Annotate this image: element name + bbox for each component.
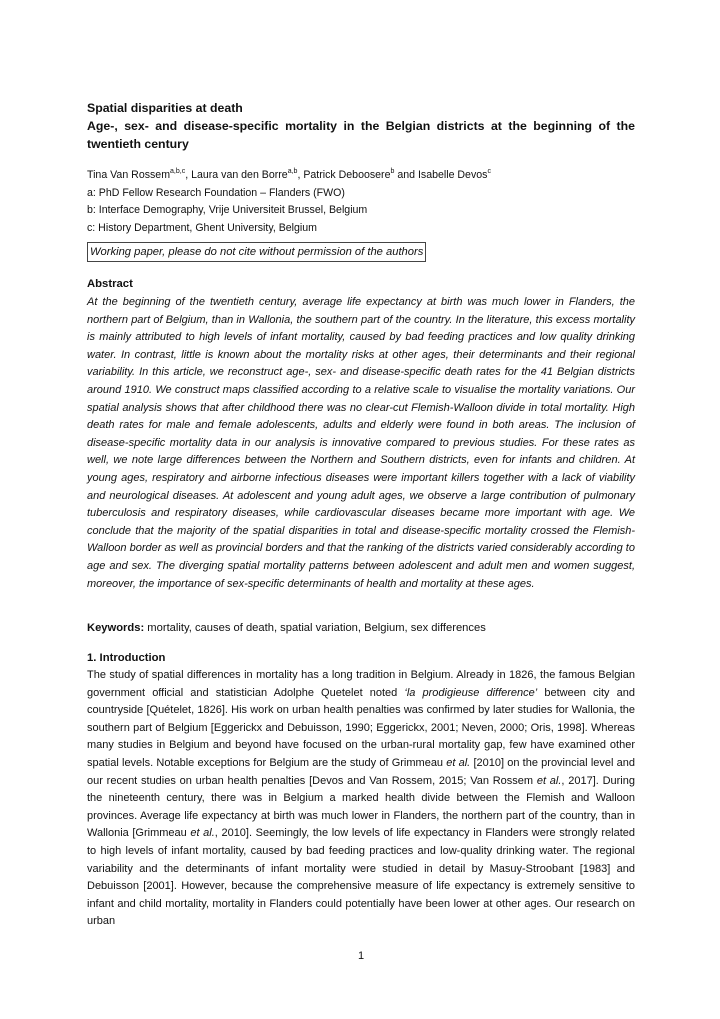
working-paper-notice: Working paper, please do not cite without permission of the authors — [87, 242, 426, 262]
keywords-text: mortality, causes of death, spatial variation, Belgium, sex differences — [144, 622, 486, 634]
page-number: 1 — [357, 950, 365, 962]
intro-text: , 2017]. During the nineteenth century, there was in Belgium a marked health divide between the Flemish and Walloon provinces. Average life expectancy at birth was much lower in Flanders, the northern part of the country, than in Wallonia [Grimmeau — [87, 774, 635, 840]
intro-etal: et al. — [190, 827, 215, 840]
intro-etal: et al. — [446, 756, 471, 769]
author-affiliation-marker: a,b — [287, 168, 298, 175]
author-name: Tina Van Rossem — [87, 169, 171, 181]
author-name: , Patrick Deboosere — [297, 169, 391, 181]
paper-title: Spatial disparities at death — [87, 101, 243, 115]
intro-text: The study of spatial differences in mortality has a long tradition in Belgium. Already in 1826, the famous Belgian government official and statistician Adolphe Quetelet noted — [87, 669, 635, 699]
introduction-paragraph — [87, 667, 635, 931]
intro-quote: ‘la prodigieuse difference’ — [404, 686, 538, 699]
intro-text: between city and countryside [Quételet, 1826]. His work on urban health penalties was confirmed by later studies for Wallonia, the southern part of Belgium [Eggerickx and Debuisson, 1990; Eggerickx, 2001; Neven, 2000; Oris, 1998]. Whereas many studies in Belgium and beyond have focused on the urban-rural mortality gap, few have examined other spatial levels. Notable exceptions for Belgium are the study of Grimmeau — [87, 686, 635, 769]
affiliation-a: a: PhD Fellow Research Foundation – Flanders (FWO) — [87, 186, 345, 199]
keywords-label: Keywords: — [87, 622, 145, 634]
author-name: , Laura van den Borre — [185, 169, 288, 181]
abstract-text: At the beginning of the twentieth century, average life expectancy at birth was much lower in Flanders, the northern part of Belgium, than in Wallonia, the southern part of the country. In the literature, this excess mortality is mainly attributed to high levels of infant mortality, caused by bad feeding practices and low quality drinking water. In contrast, little is known about the mortality risks at other ages, their determinants and their regional variability. In this article, we reconstruct age-, sex- and disease-specific death rates for the 41 Belgian districts around 1910. We construct maps classified according to a relative scale to visualise the mortality variations. Our spatial analysis shows that after childhood there was no clear-cut Flemish-Walloon divide in total mortality. High death rates for male and female adolescents, adults and elderly were found in both areas. The inclusion of disease-specific mortality data in our analysis is innovative compared to previous studies. For these rates as well, we note large differences between the Northern and Southern districts, even for infants and children. At young ages, respiratory and airborne infectious diseases were important killers together with a lack of viability and neurological diseases. At adolescent and young adult ages, we observe a large contribution of pulmonary tuberculosis and respiratory diseases, while cardiovascular diseases became more important with age. We conclude that the majority of the spatial disparities in total and disease-specific mortality crossed the Flemish-Walloon border as well as provincial borders and that the ranking of the districts varied considerably according to age and sex. The diverging spatial mortality patterns between adolescent and adult men and women suggest, moreover, the importance of sex-specific determinants of health and mortality at these ages. — [87, 296, 635, 590]
keywords-line — [87, 620, 635, 638]
author-affiliation-marker: b — [390, 168, 395, 175]
author-affiliation-marker: a,b,c — [170, 168, 186, 175]
intro-etal: et al. — [536, 774, 562, 787]
author-block — [87, 167, 635, 237]
affiliation-c: c: History Department, Ghent University, Belgium — [87, 221, 317, 234]
paper-subtitle: Age-, sex- and disease-specific mortality in the Belgian districts at the beginning of the twentieth century — [87, 119, 635, 151]
author-line — [87, 167, 635, 185]
intro-text: , 2010]. Seemingly, the low levels of life expectancy in Flanders were strongly related to high levels of infant mortality, caused by bad feeding practices and low-quality drinking water. The regional variability and the determinants of infant mortality were studied in detail by Masuy-Stroobant [1983] and Debuisson [2001]. However, because the comprehensive measure of life expectancy is extremely sensitive to infant and child mortality, mortality in Flanders could potentially have been lower at other ages. Our research on urban — [87, 827, 635, 928]
author-name: and Isabelle Devos — [394, 169, 488, 181]
intro-text: [2010] on the provincial level and our recent studies on urban health penalties [Devos and Van Rossem, 2015; Van Rossem — [87, 756, 635, 787]
abstract-heading: Abstract — [87, 278, 133, 290]
section-heading: 1. Introduction — [87, 652, 166, 664]
affiliation-b: b: Interface Demography, Vrije Universiteit Brussel, Belgium — [87, 204, 368, 216]
author-affiliation-marker: c — [487, 168, 491, 175]
